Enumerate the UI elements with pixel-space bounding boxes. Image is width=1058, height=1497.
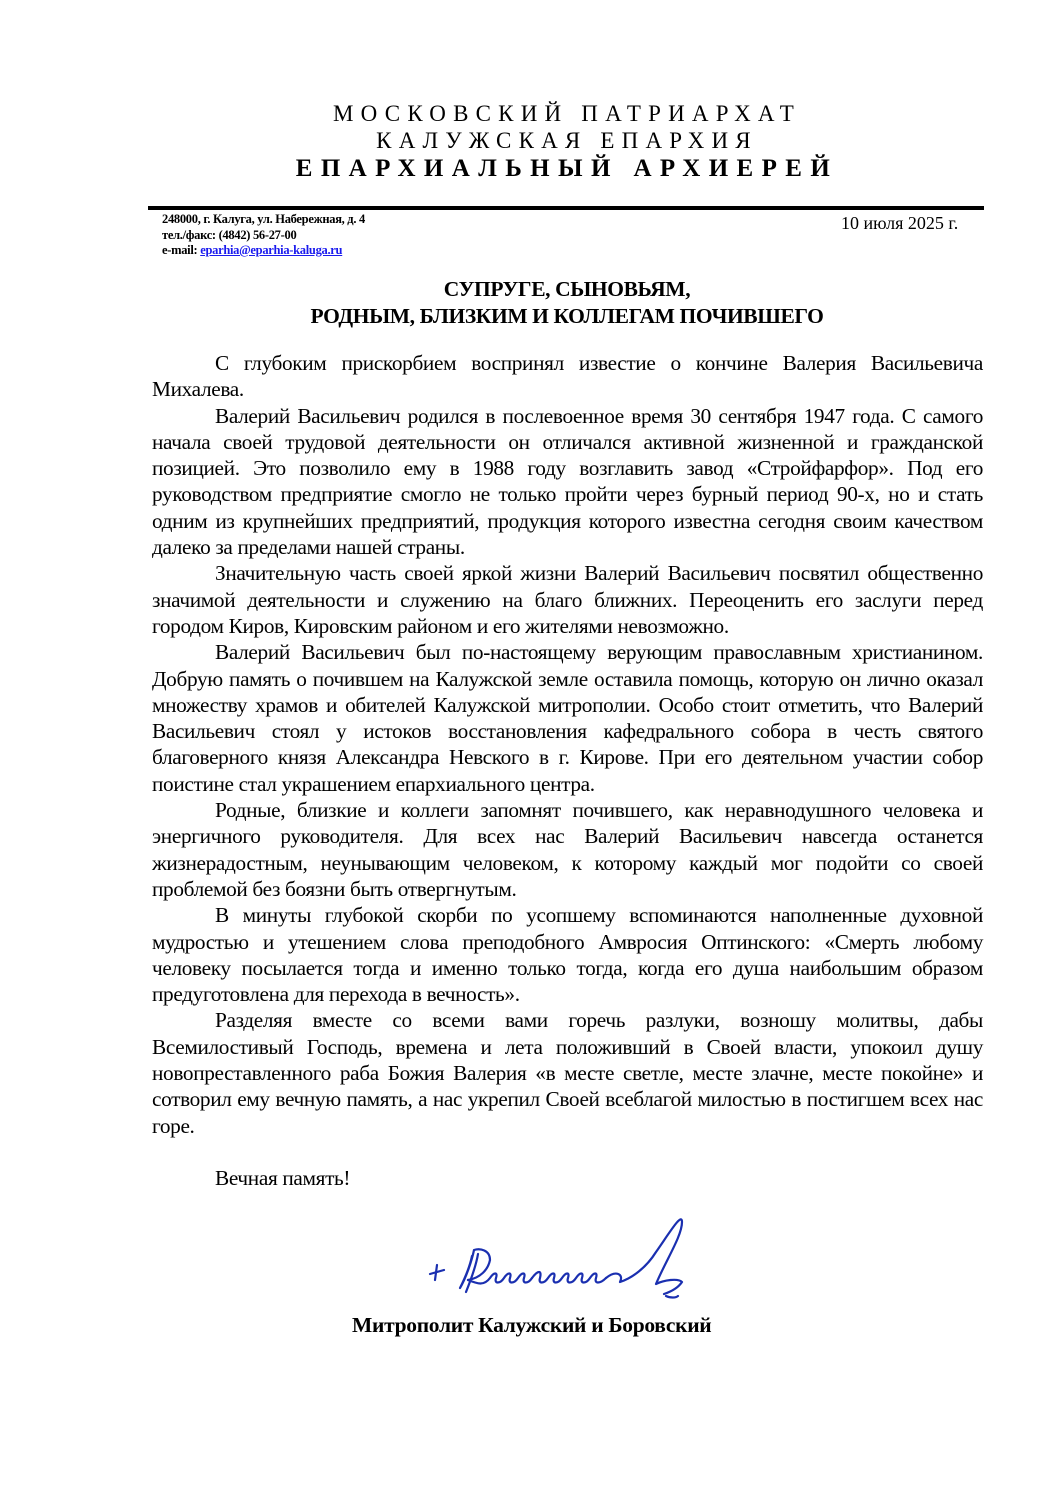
paragraph: С глубоким прискорбием воспринял известие о кончине Валерия Васильевича Михалева. <box>152 351 983 402</box>
closing-phrase: Вечная память! <box>215 1165 351 1190</box>
paragraph: Значительную часть своей яркой жизни Валерий Васильевич посвятил общественно значимой деятельности и служению на благо ближних. Переоценить его заслуги перед городом Киров, Кировским районом и его жителями невозможно. <box>152 561 983 638</box>
contact-email-row <box>162 243 365 259</box>
letter-title-line1: СУПРУГЕ, СЫНОВЬЯМ, <box>443 277 691 301</box>
letter-date: 10 июля 2025 г. <box>841 213 959 233</box>
signer-title: Митрополит Калужский и Боровский <box>352 1313 712 1337</box>
letter-title-line2: РОДНЫМ, БЛИЗКИМ И КОЛЛЕГАМ ПОЧИВШЕГО <box>310 304 824 328</box>
contact-email-link[interactable]: eparhia@eparhia-kaluga.ru <box>200 243 343 257</box>
paragraph: Родные, близкие и коллеги запомнят почившего, как неравнодушного человека и энергичного руководителя. Для всех нас Валерий Васильевич навсегда останется жизнерадостным, неунывающим человеком, к которому каждый мог подойти со своей проблемой без боязни быть отвергнутым. <box>152 798 983 901</box>
letterhead-patriarchate: МОСКОВСКИЙ ПАТРИАРХАТ <box>333 101 801 126</box>
letter-body <box>152 350 983 1191</box>
handwritten-signature-icon <box>420 1208 710 1308</box>
contact-block <box>162 212 365 259</box>
paragraph: Разделяя вместе со всеми вами горечь разлуки, возношу молитвы, дабы Всемилостивый Господь, времена и лета положивший в Своей власти, упокоил душу новопреставленного раба Божия Валерия «в месте светле, месте злачне, месте покойне» и сотворил ему вечную память, а нас укрепил Своей всеблагой милостью в постигшем всех нас горе. <box>152 1008 983 1138</box>
letterhead-diocese: КАЛУЖСКАЯ ЕПАРХИЯ <box>376 128 758 153</box>
paragraph: Валерий Васильевич был по-настоящему верующим православным христианином. Добрую память о почившем на Калужской земле оставила помощь, которую он лично оказал множеству храмов и обителей Калужской митрополии. Особо стоит отметить, что Валерий Васильевич стоял у истоков восстановления кафедрального собора в честь святого благоверного князя Александра Невского в г. Кирове. При его деятельном участии собор поистине стал украшением епархиального центра. <box>152 640 983 796</box>
contact-phone: тел./факс: (4842) 56-27-00 <box>162 227 297 242</box>
paragraph: В минуты глубокой скорби по усопшему вспоминаются наполненные духовной мудростью и утешением слова преподобного Амвросия Оптинского: «Смерть любому человеку посылается тогда и именно только тогда, когда его душа наибольшим образом предуготовлена для перехода в вечность». <box>152 903 983 1007</box>
letterhead-bishop: ЕПАРХИАЛЬНЫЙ АРХИЕРЕЙ <box>295 155 839 182</box>
letterhead-divider <box>148 206 984 210</box>
paragraph: Валерий Васильевич родился в послевоенное время 30 сентября 1947 года. С самого начала своей трудовой деятельности он отличался активной жизненной и гражданской позицией. Это позволило ему в 1988 году возглавить завод «Стройфарфор». Под его руководством предприятие смогло не только пройти через бурный период 90-х, но и стать одним из крупнейших предприятий, продукция которого известна сегодня своим качеством далеко за пределами нашей страны. <box>152 403 983 560</box>
contact-address: 248000, г. Калуга, ул. Набережная, д. 4 <box>162 212 365 226</box>
contact-email-label: e-mail: <box>162 243 201 257</box>
